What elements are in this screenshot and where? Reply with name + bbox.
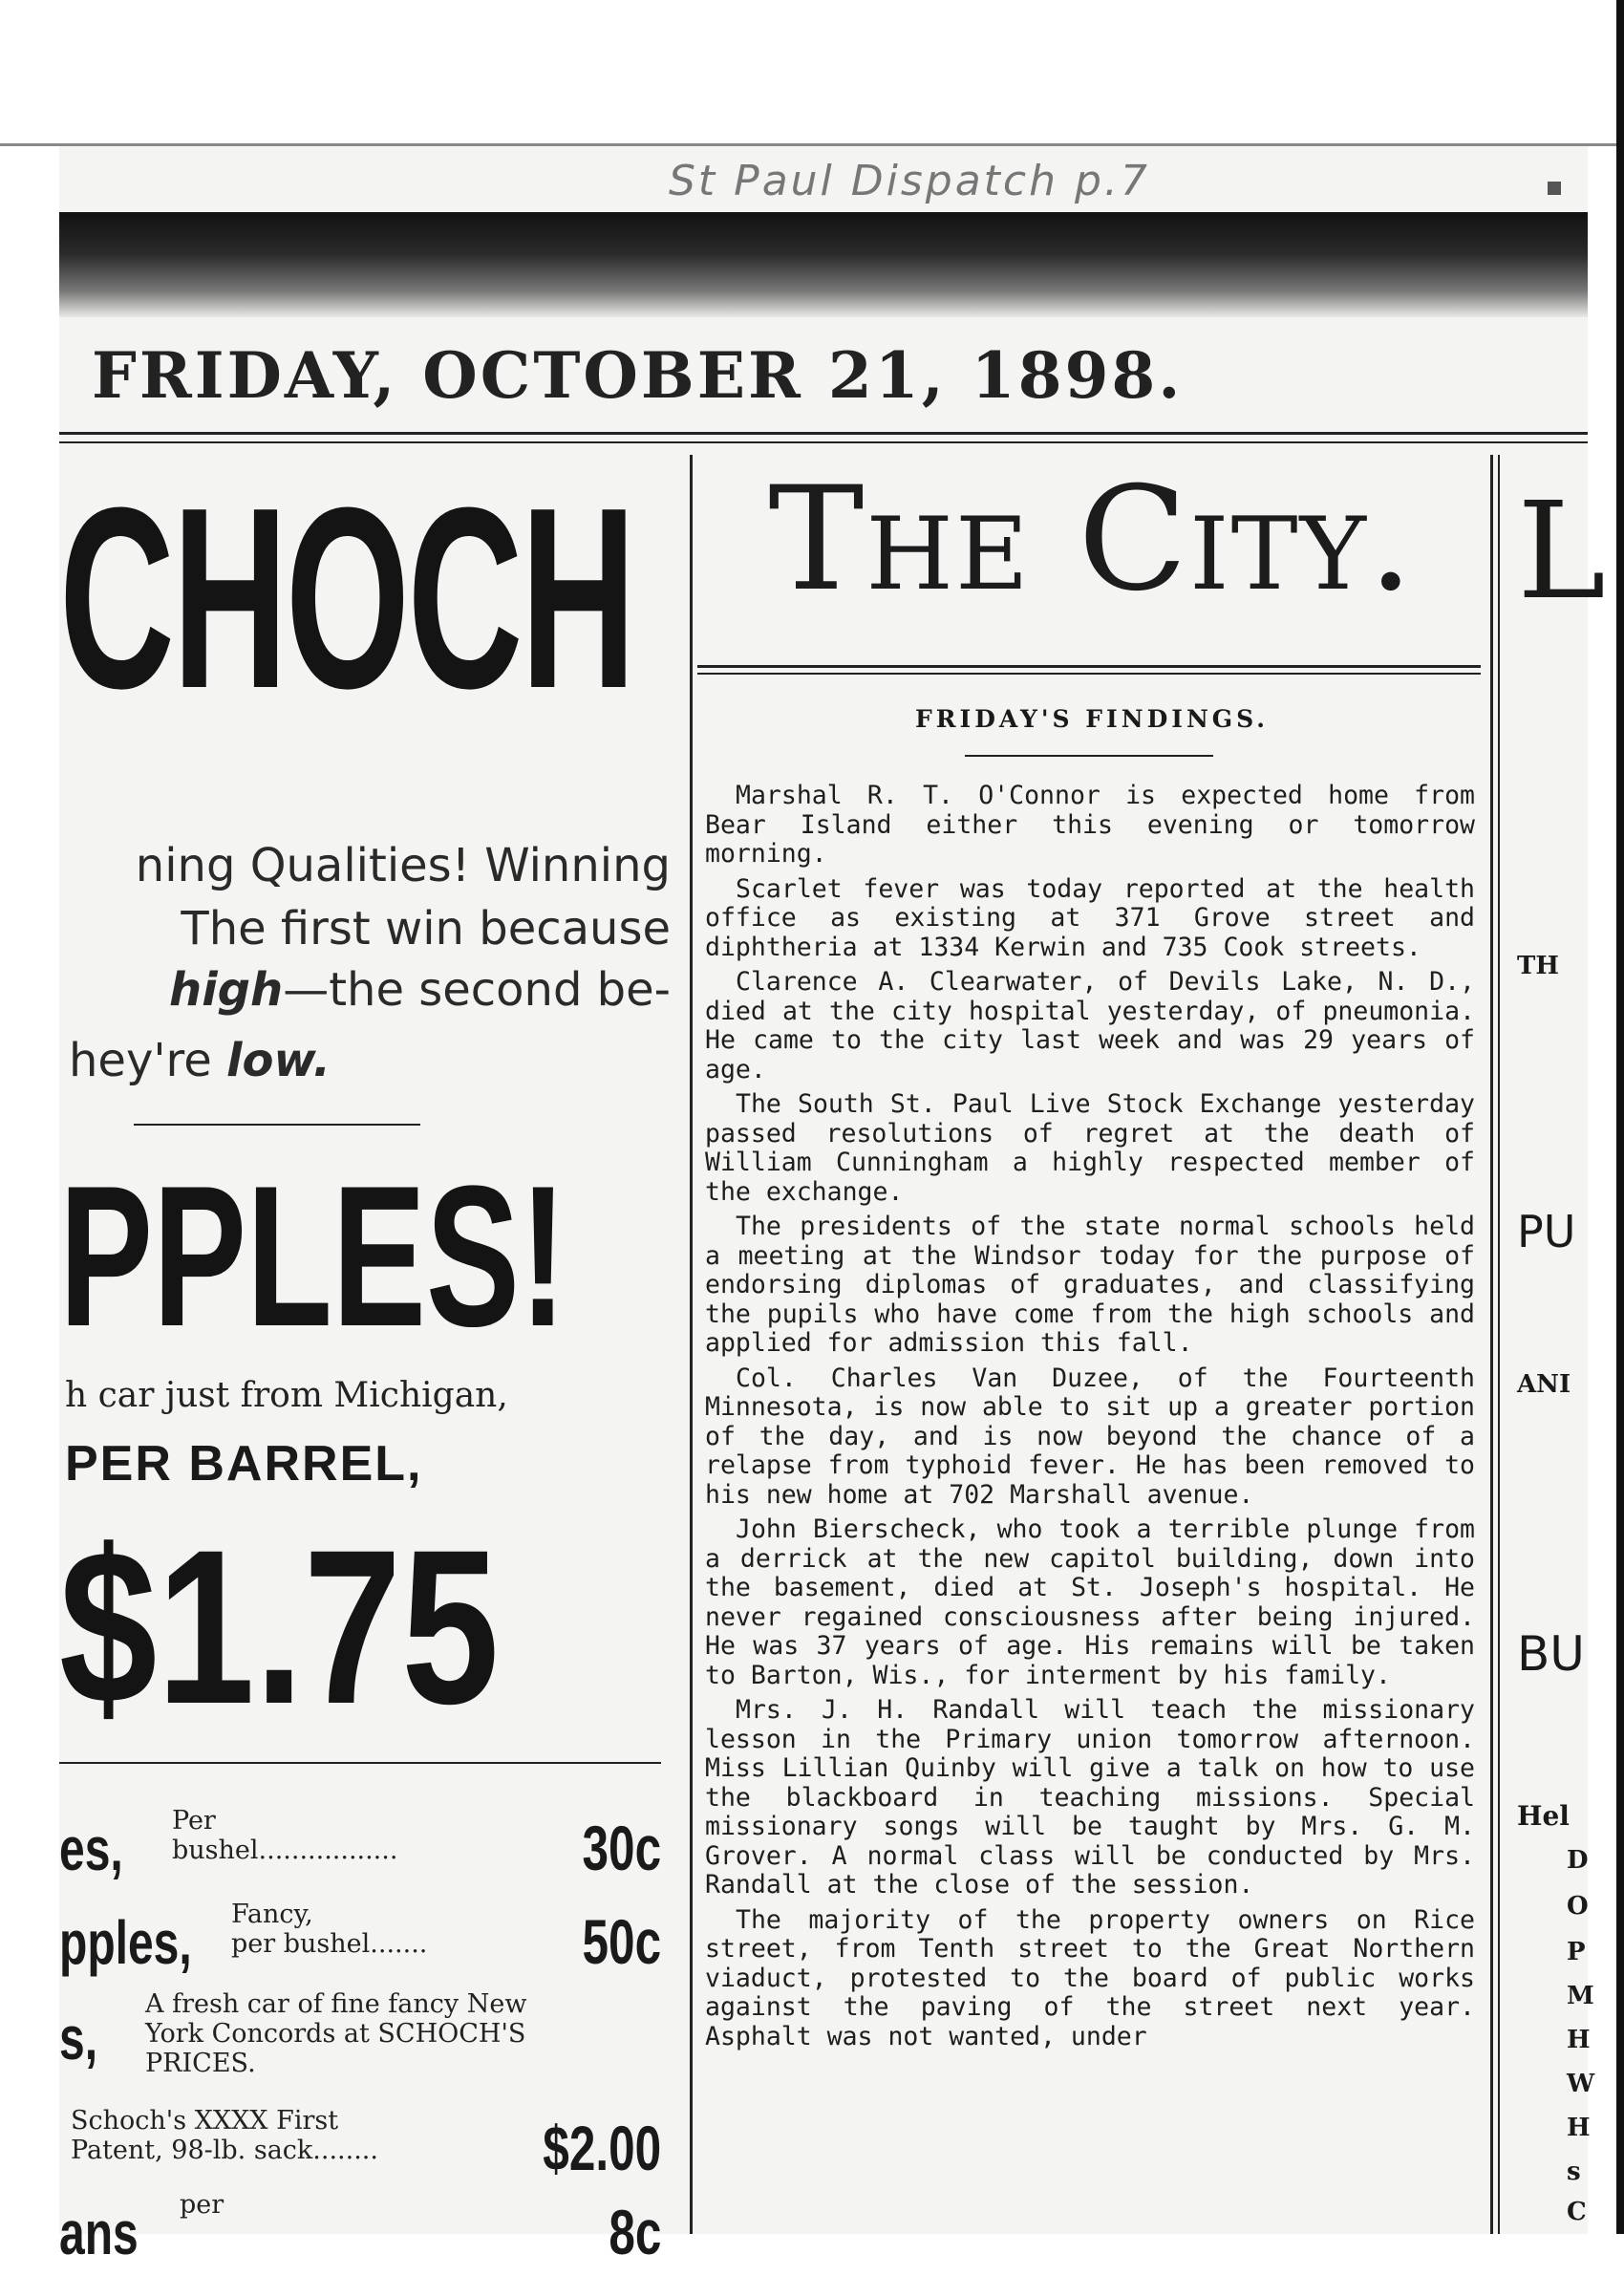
ad-brand-headline: CHOCH	[59, 455, 634, 742]
ad-item-desc: Schoch's XXXX First Patent, 98-lb. sack........	[71, 2106, 378, 2165]
scan-right-edge	[1616, 0, 1624, 2234]
ad-copy-line2: The first win because	[181, 902, 671, 955]
ad-item-name: pples,	[59, 1908, 192, 1977]
column-masthead: The City.	[768, 457, 1416, 623]
subhead-rule	[965, 755, 1213, 757]
article-subhead: FRIDAY'S FINDINGS.	[914, 705, 1270, 733]
article-paragraph: The majority of the property owners on Rice street, from Tenth street to the Great Northern viaduct, protested to the board of public works against the paving of the street next year. Asphalt was not wanted, under	[705, 1904, 1475, 2051]
ad-item-row	[59, 1900, 661, 1986]
article-paragraph: John Bierscheck, who took a terrible plunge from a derrick at the new capitol building, down into the basement, died at St. Joseph's hospital. He never regained consciousness after being injured. He was 37 years of age. His remains will be taken to Barton, Wis., for interment by his family.	[705, 1514, 1475, 1690]
right-fragment-text: Hel	[1517, 1800, 1570, 1832]
right-fragment-text: P	[1567, 1938, 1586, 1966]
ad-item-row	[59, 2190, 661, 2276]
article-paragraph: The South St. Paul Live Stock Exchange yesterday passed resolutions of regret at the death of William Cunningham a highly respected member of the exchange.	[705, 1089, 1475, 1207]
ad-item-name: es,	[59, 1814, 123, 1883]
right-fragment-text: s	[1567, 2158, 1581, 2186]
right-fragment-text: M	[1567, 1982, 1594, 2010]
ad-item-desc: Per bushel.................	[172, 1806, 398, 1865]
column-rule-right	[1490, 455, 1493, 2234]
scan-marker	[1548, 182, 1561, 195]
right-fragment-text: TH	[1517, 952, 1559, 980]
article-paragraph: Col. Charles Van Duzee, of the Fourteenth Minnesota, is now able to sit up a greater portion of the day, and is now beyond the chance of a relapse from typhoid fever. He has been removed to his new home at 702 Marshall avenue.	[705, 1363, 1475, 1510]
right-fragment-text: D	[1567, 1846, 1589, 1875]
right-fragment-text: H	[1567, 2026, 1591, 2054]
column-rule-left	[690, 455, 693, 2234]
right-fragment-text: H	[1567, 2114, 1591, 2142]
right-fragment-text: O	[1567, 1892, 1589, 1921]
ad-copy-high: high	[169, 963, 284, 1017]
handwritten-annotation: St Paul Dispatch p.7	[669, 157, 1150, 205]
ad-item-row	[59, 2106, 661, 2192]
dark-header-band	[59, 212, 1588, 317]
ad-item-price: 8c	[608, 2197, 661, 2267]
ad-copy-line3-rest: —the second be-	[283, 963, 671, 1017]
article-paragraph: Mrs. J. H. Randall will teach the missionary lesson in the Primary union tomorrow afternoon. Miss Lillian Quinby will give a talk on how to use the blackboard in teaching missions. Special missionary songs will be taught by Mrs. G. M. Grover. A normal class will be conducted by Mrs. Randall at the close of the session.	[705, 1695, 1475, 1900]
date-line: FRIDAY, OCTOBER 21, 1898.	[92, 338, 1184, 413]
right-fragment-text: W	[1567, 2070, 1595, 2098]
ad-copy-line4-rest: hey're	[69, 1034, 212, 1087]
ad-item-row	[59, 1989, 661, 2094]
ad-apples-headline: PPLES!	[59, 1144, 566, 1368]
ad-item-price: 50c	[582, 1906, 661, 1977]
ad-divider	[134, 1124, 420, 1126]
masthead-rule-bottom	[697, 673, 1481, 675]
ad-item-desc: A fresh car of fine fancy New York Concords at SCHOCH'S PRICES.	[145, 1989, 527, 2078]
ad-item-desc: per	[180, 2190, 224, 2220]
article-body	[705, 782, 1475, 2057]
ad-car-line: h car just from Michigan,	[65, 1376, 508, 1415]
ad-copy-low: low.	[226, 1034, 331, 1087]
ad-price: $1.75	[59, 1504, 500, 1750]
ad-copy-line1: ning Qualities! Winning	[135, 839, 671, 892]
right-fragment-text: BU	[1517, 1626, 1585, 1682]
ad-item-desc: Fancy, per bushel.......	[231, 1900, 428, 1959]
masthead-rule-top	[697, 665, 1481, 668]
scan-top-edge	[0, 143, 1624, 146]
ad-copy-line3	[59, 963, 671, 1017]
ad-copy-line4	[59, 1034, 680, 1087]
article-paragraph: Scarlet fever was today reported at the health office as existing at 371 Grove street and diphtheria at 1334 Kerwin and 735 Cook streets.	[705, 873, 1475, 962]
column-rule-right-inner	[1498, 455, 1500, 2234]
ad-per-barrel: PER BARREL,	[65, 1436, 423, 1492]
right-fragment-text: PU	[1517, 1206, 1576, 1257]
ad-price-rule	[59, 1762, 661, 1764]
ad-item-row	[59, 1806, 661, 1892]
date-rule-bottom	[59, 441, 1588, 443]
right-fragment-text: ANI	[1517, 1370, 1571, 1399]
right-fragment-text: C	[1567, 2198, 1587, 2226]
ad-item-price: 30c	[582, 1813, 661, 1883]
article-paragraph: Marshal R. T. O'Connor is expected home from Bear Island either this evening or tomorrow morning.	[705, 781, 1475, 869]
ad-item-price: $2.00	[543, 2113, 661, 2183]
article-paragraph: Clarence A. Clearwater, of Devils Lake, N. D., died at the city hospital yesterday, of pneumonia. He came to the city last week and was 29 years of age.	[705, 967, 1475, 1084]
right-column-letter: L	[1517, 474, 1606, 630]
ad-item-name: ans	[59, 2199, 139, 2267]
date-rule-top	[59, 432, 1588, 435]
article-paragraph: The presidents of the state normal schools held a meeting at the Windsor today for the purpose of endorsing diplomas of graduates, and classifying the pupils who have come from the high schools and applied for admission this fall.	[705, 1212, 1475, 1358]
ad-item-name: s,	[59, 2004, 98, 2072]
